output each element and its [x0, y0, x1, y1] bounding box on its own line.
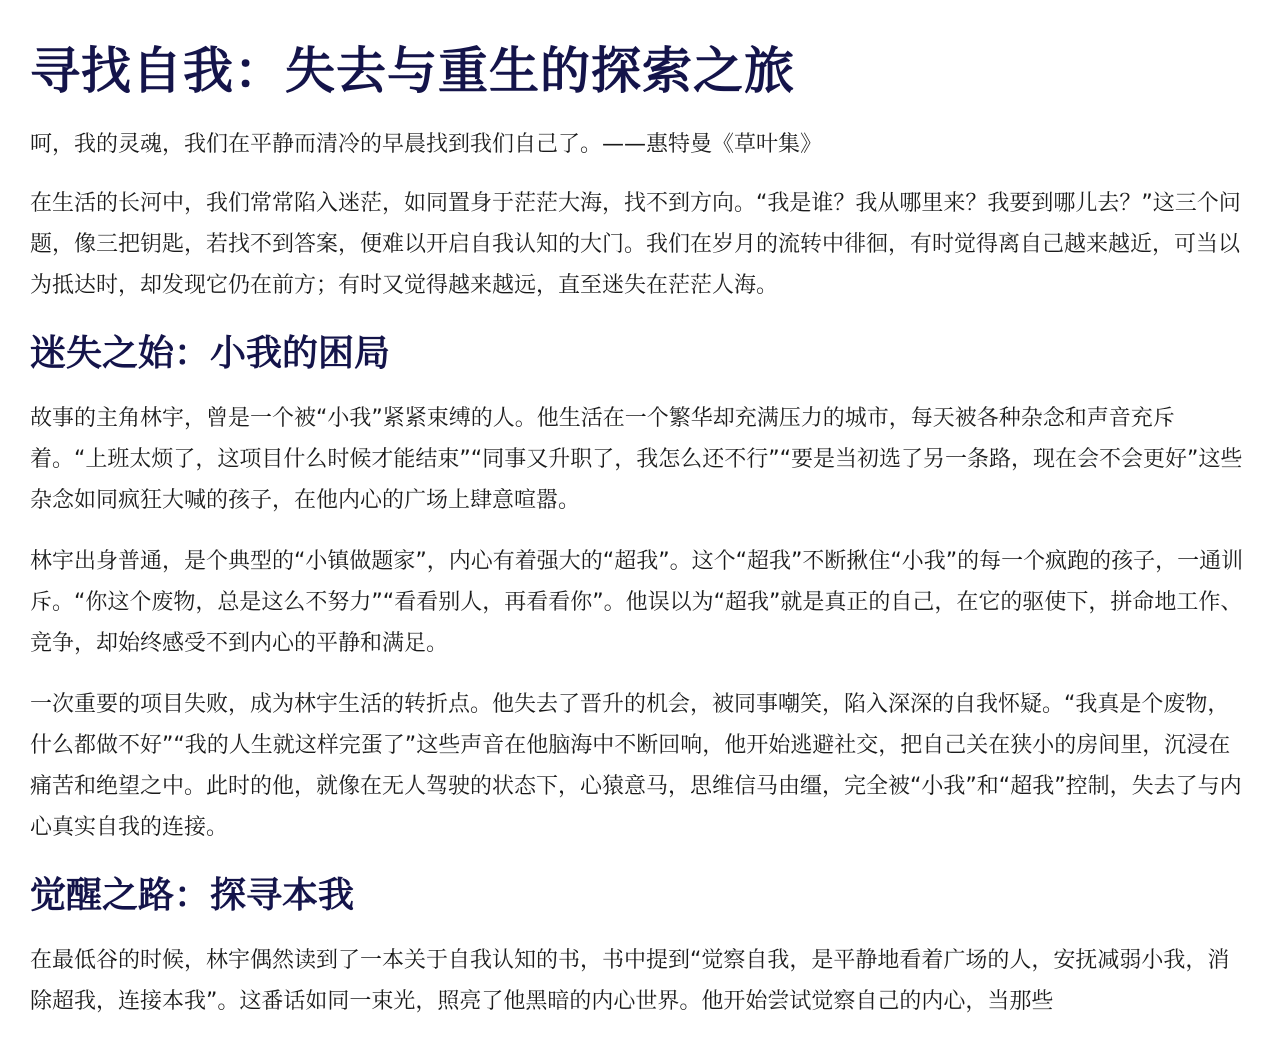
section-paragraph: 一次重要的项目失败，成为林宇生活的转折点。他失去了晋升的机会，被同事嘲笑，陷入深深的自我怀疑。“我真是个废物，什么都做不好”“我的人生就这样完蛋了”这些声音在他脑海中不断回响，他开始逃避社交，把自己关在狭小的房间里，沉浸在痛苦和绝望之中。此时的他，就像在无人驾驶的状态下，心猿意马，思维信马由缰，完全被“小我”和“超我”控制，失去了与内心真实自我的连接。: [30, 692, 1242, 840]
section-awakening: [30, 872, 1250, 1022]
section-heading: 迷失之始：小我的困局: [30, 333, 391, 374]
article-title: 寻找自我：失去与重生的探索之旅: [30, 42, 795, 100]
section-paragraph: 林宇出身普通，是个典型的“小镇做题家”，内心有着强大的“超我”。这个“超我”不断揪住“小我”的每一个疯跑的孩子，一通训斥。“你这个废物，总是这么不努力”“看看别人，再看看你”。他误以为“超我”就是真正的自己，在它的驱使下，拼命地工作、竞争，却始终感受不到内心的平静和满足。: [30, 549, 1244, 656]
section-heading: 觉醒之路：探寻本我: [30, 875, 355, 916]
section-paragraph: 在最低谷的时候，林宇偶然读到了一本关于自我认知的书，书中提到“觉察自我，是平静地看着广场的人，安抚减弱小我，消除超我，连接本我”。这番话如同一束光，照亮了他黑暗的内心世界。他开始尝试觉察自己的内心，当那些: [30, 948, 1230, 1014]
epigraph-quote: 呵，我的灵魂，我们在平静而清冷的早晨找到我们自己了。——惠特曼《草叶集》: [30, 132, 823, 157]
section-lost: [30, 330, 1250, 848]
intro-paragraph: 在生活的长河中，我们常常陷入迷茫，如同置身于茫茫大海，找不到方向。“我是谁？我从哪里来？我要到哪儿去？”这三个问题，像三把钥匙，若找不到答案，便难以开启自我认知的大门。我们在岁月的流转中徘徊，有时觉得离自己越来越近，可当以为抵达时，却发现它仍在前方；有时又觉得越来越远，直至迷失在茫茫人海。: [30, 191, 1241, 298]
section-paragraph: 故事的主角林宇，曾是一个被“小我”紧紧束缚的人。他生活在一个繁华却充满压力的城市，每天被各种杂念和声音充斥着。“上班太烦了，这项目什么时候才能结束”“同事又升职了，我怎么还不行”“要是当初选了另一条路，现在会不会更好”这些杂念如同疯狂大喊的孩子，在他内心的广场上肆意喧嚣。: [30, 406, 1243, 513]
